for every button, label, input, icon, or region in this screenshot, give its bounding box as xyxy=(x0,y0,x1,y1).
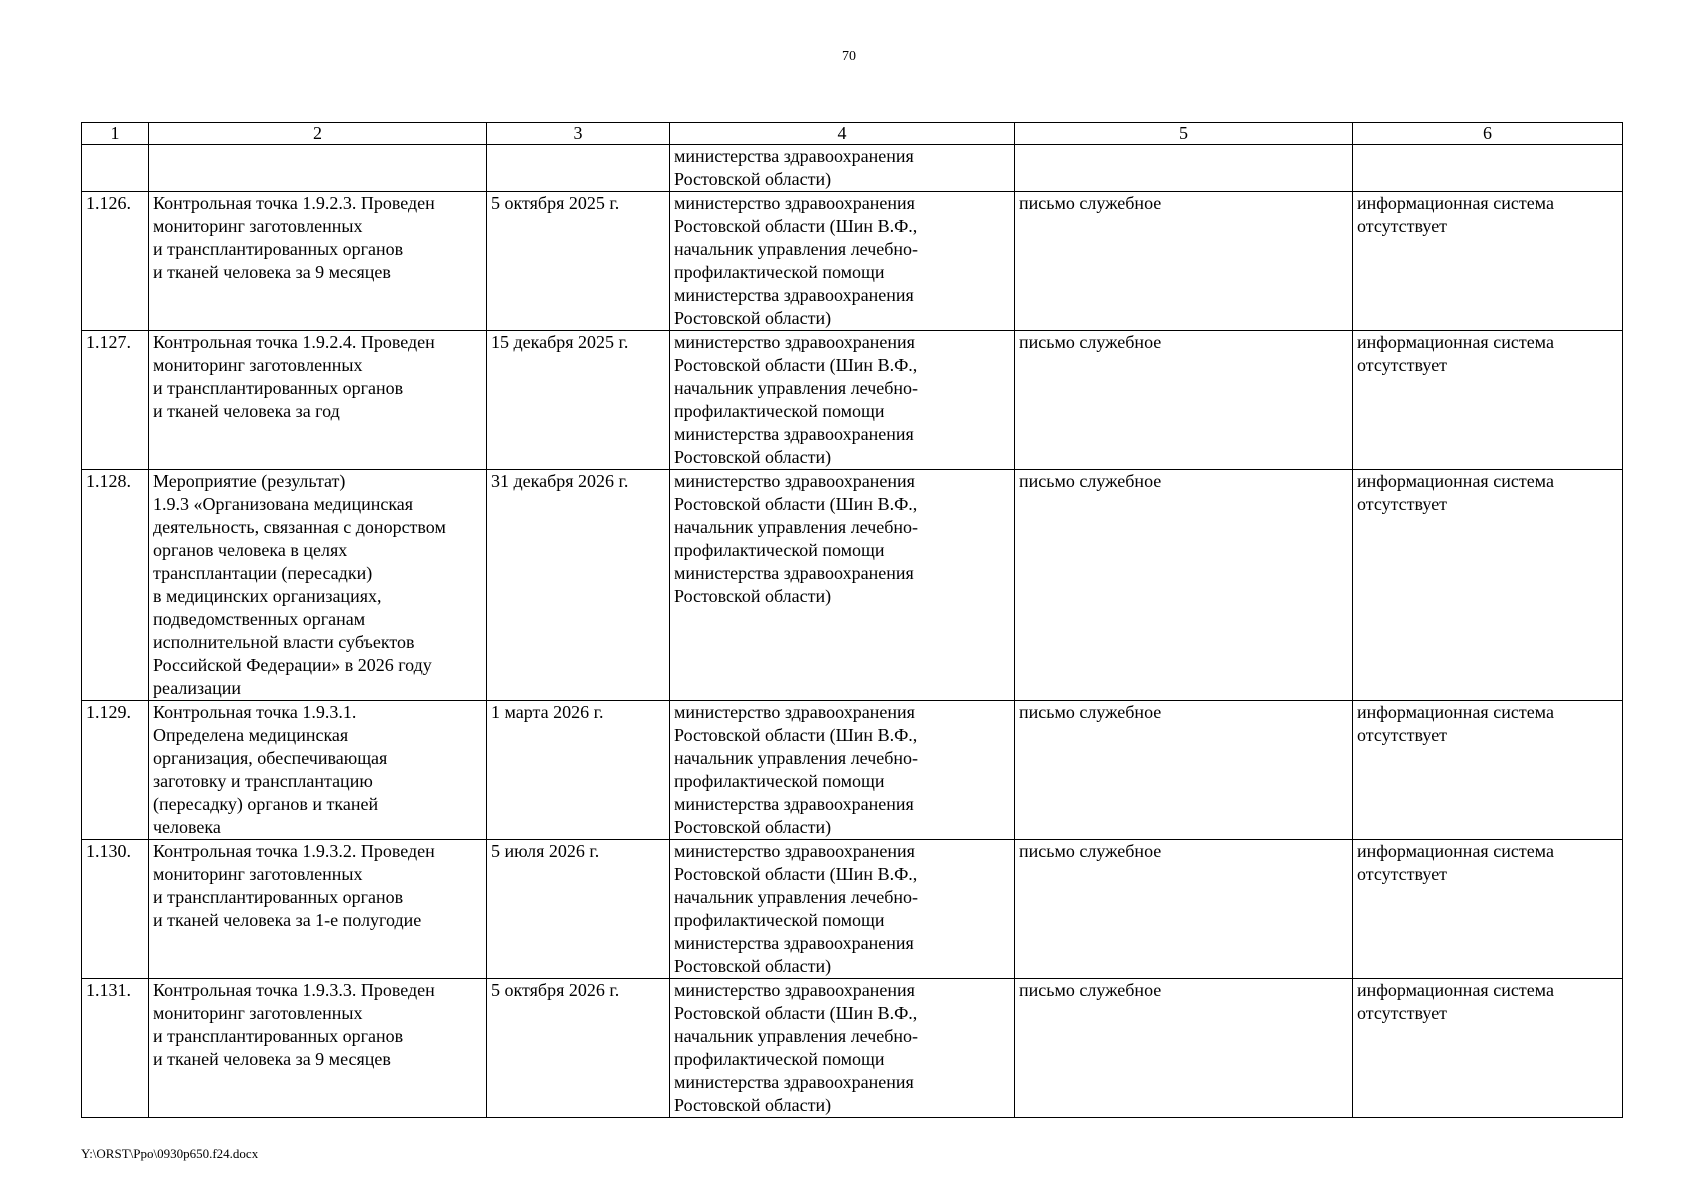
cell-line: организация, обеспечивающая xyxy=(153,748,388,768)
cell-line: Ростовской области (Шин В.Ф., xyxy=(674,216,918,236)
responsible-cell xyxy=(670,979,1015,1118)
row-number-cell: 1.126. xyxy=(82,192,149,331)
table-row xyxy=(82,979,1623,1118)
cell-line: мониторинг заготовленных xyxy=(153,1003,363,1023)
row-number-cell: 1.127. xyxy=(82,331,149,470)
cell-line: Ростовской области (Шин В.Ф., xyxy=(674,1003,918,1023)
cell-line: министерство здравоохранения xyxy=(674,332,915,352)
cell-line: человека xyxy=(153,817,221,837)
cell-line: Ростовской области (Шин В.Ф., xyxy=(674,494,918,514)
cell-line: Контрольная точка 1.9.3.2. Проведен xyxy=(153,841,435,861)
document-type-cell: письмо служебное xyxy=(1015,840,1353,979)
cell-line: органов человека в целях xyxy=(153,540,348,560)
cell-line: и тканей человека за год xyxy=(153,401,340,421)
activity-name-cell xyxy=(149,470,487,701)
cell-line: министерства здравоохранения xyxy=(674,146,914,166)
info-system-cell xyxy=(1353,470,1623,701)
cell-line: мониторинг заготовленных xyxy=(153,864,363,884)
cell-line: отсутствует xyxy=(1357,725,1448,745)
column-header: 5 xyxy=(1015,123,1353,145)
cell-line: подведомственных органам xyxy=(153,609,366,629)
cell-line: отсутствует xyxy=(1357,1003,1448,1023)
activity-name-cell xyxy=(149,192,487,331)
table-row xyxy=(82,145,1623,192)
cell-line: отсутствует xyxy=(1357,216,1448,236)
responsible-cell xyxy=(670,192,1015,331)
row-number-cell xyxy=(82,145,149,192)
cell-line: профилактической помощи xyxy=(674,540,885,560)
cell-line: и трансплантированных органов xyxy=(153,239,404,259)
cell-line: министерство здравоохранения xyxy=(674,980,915,1000)
cell-line: информационная система xyxy=(1357,980,1554,1000)
cell-line: Определена медицинская xyxy=(153,725,349,745)
cell-line: и тканей человека за 9 месяцев xyxy=(153,1049,391,1069)
due-date-cell: 5 июля 2026 г. xyxy=(487,840,670,979)
cell-line: отсутствует xyxy=(1357,355,1448,375)
cell-line: профилактической помощи xyxy=(674,401,885,421)
cell-line: министерства здравоохранения xyxy=(674,933,914,953)
info-system-cell xyxy=(1353,145,1623,192)
cell-line: Ростовской области) xyxy=(674,169,832,189)
cell-line: министерство здравоохранения xyxy=(674,702,915,722)
cell-line: начальник управления лечебно- xyxy=(674,378,919,398)
cell-line: Контрольная точка 1.9.3.3. Проведен xyxy=(153,980,435,1000)
plan-table xyxy=(81,122,1623,1118)
document-type-cell: письмо служебное xyxy=(1015,331,1353,470)
row-number-cell: 1.130. xyxy=(82,840,149,979)
cell-line: отсутствует xyxy=(1357,864,1448,884)
cell-line: информационная система xyxy=(1357,332,1554,352)
cell-line: в медицинских организациях, xyxy=(153,586,382,606)
due-date-cell: 15 декабря 2025 г. xyxy=(487,331,670,470)
cell-line: Ростовской области) xyxy=(674,447,832,467)
info-system-cell xyxy=(1353,192,1623,331)
cell-line: министерства здравоохранения xyxy=(674,794,914,814)
document-type-cell: письмо служебное xyxy=(1015,192,1353,331)
cell-line: и трансплантированных органов xyxy=(153,887,404,907)
cell-line: отсутствует xyxy=(1357,494,1448,514)
cell-line: профилактической помощи xyxy=(674,771,885,791)
file-path-footer: Y:\ORST\Ppo\0930p650.f24.docx xyxy=(81,1146,259,1161)
cell-line: профилактической помощи xyxy=(674,910,885,930)
cell-line: и трансплантированных органов xyxy=(153,378,404,398)
cell-line: информационная система xyxy=(1357,193,1554,213)
activity-name-cell xyxy=(149,840,487,979)
cell-line: трансплантации (пересадки) xyxy=(153,563,373,583)
cell-line: Ростовской области) xyxy=(674,1095,832,1115)
due-date-cell: 5 октября 2025 г. xyxy=(487,192,670,331)
cell-line: министерства здравоохранения xyxy=(674,1072,914,1092)
cell-line: Ростовской области) xyxy=(674,586,832,606)
cell-line: информационная система xyxy=(1357,841,1554,861)
cell-line: 1.9.3 «Организована медицинская xyxy=(153,494,414,514)
cell-line: министерства здравоохранения xyxy=(674,424,914,444)
cell-line: начальник управления лечебно- xyxy=(674,748,919,768)
activity-name-cell xyxy=(149,145,487,192)
responsible-cell xyxy=(670,701,1015,840)
row-number-cell: 1.131. xyxy=(82,979,149,1118)
cell-line: Контрольная точка 1.9.2.3. Проведен xyxy=(153,193,435,213)
column-header: 4 xyxy=(670,123,1015,145)
cell-line: Ростовской области (Шин В.Ф., xyxy=(674,864,918,884)
cell-line: Ростовской области (Шин В.Ф., xyxy=(674,355,918,375)
cell-line: и трансплантированных органов xyxy=(153,1026,404,1046)
cell-line: и тканей человека за 9 месяцев xyxy=(153,262,391,282)
document-type-cell: письмо служебное xyxy=(1015,470,1353,701)
due-date-cell: 1 марта 2026 г. xyxy=(487,701,670,840)
table-row xyxy=(82,192,1623,331)
responsible-cell xyxy=(670,470,1015,701)
activity-name-cell xyxy=(149,331,487,470)
column-header: 6 xyxy=(1353,123,1623,145)
cell-line: (пересадку) органов и тканей xyxy=(153,794,379,814)
cell-line: мониторинг заготовленных xyxy=(153,216,363,236)
header-row xyxy=(82,123,1623,145)
due-date-cell: 31 декабря 2026 г. xyxy=(487,470,670,701)
page-number: 70 xyxy=(842,49,856,64)
responsible-cell xyxy=(670,145,1015,192)
cell-line: начальник управления лечебно- xyxy=(674,239,919,259)
cell-line: профилактической помощи xyxy=(674,1049,885,1069)
cell-line: Контрольная точка 1.9.2.4. Проведен xyxy=(153,332,435,352)
cell-line: начальник управления лечебно- xyxy=(674,517,919,537)
column-header: 2 xyxy=(149,123,487,145)
row-number-cell: 1.129. xyxy=(82,701,149,840)
info-system-cell xyxy=(1353,331,1623,470)
cell-line: информационная система xyxy=(1357,702,1554,722)
table-row xyxy=(82,701,1623,840)
cell-line: исполнительной власти субъектов xyxy=(153,632,415,652)
document-type-cell: письмо служебное xyxy=(1015,701,1353,840)
column-header: 1 xyxy=(82,123,149,145)
cell-line: Мероприятие (результат) xyxy=(153,471,346,491)
table-body xyxy=(82,145,1623,1118)
cell-line: деятельность, связанная с донорством xyxy=(153,517,446,537)
column-header: 3 xyxy=(487,123,670,145)
cell-line: начальник управления лечебно- xyxy=(674,887,919,907)
table-row xyxy=(82,470,1623,701)
cell-line: Ростовской области) xyxy=(674,817,832,837)
cell-line: заготовку и трансплантацию xyxy=(153,771,373,791)
activity-name-cell xyxy=(149,701,487,840)
info-system-cell xyxy=(1353,701,1623,840)
document-type-cell: письмо служебное xyxy=(1015,979,1353,1118)
cell-line: реализации xyxy=(153,678,241,698)
cell-line: информационная система xyxy=(1357,471,1554,491)
cell-line: Российской Федерации» в 2026 году xyxy=(153,655,432,675)
cell-line: и тканей человека за 1-е полугодие xyxy=(153,910,422,930)
cell-line: министерства здравоохранения xyxy=(674,285,914,305)
table-row xyxy=(82,331,1623,470)
info-system-cell xyxy=(1353,840,1623,979)
cell-line: Контрольная точка 1.9.3.1. xyxy=(153,702,357,722)
due-date-cell xyxy=(487,145,670,192)
cell-line: министерство здравоохранения xyxy=(674,193,915,213)
due-date-cell: 5 октября 2026 г. xyxy=(487,979,670,1118)
info-system-cell xyxy=(1353,979,1623,1118)
cell-line: Ростовской области (Шин В.Ф., xyxy=(674,725,918,745)
document-type-cell xyxy=(1015,145,1353,192)
cell-line: министерство здравоохранения xyxy=(674,841,915,861)
cell-line: министерства здравоохранения xyxy=(674,563,914,583)
cell-line: Ростовской области) xyxy=(674,308,832,328)
cell-line: министерство здравоохранения xyxy=(674,471,915,491)
cell-line: начальник управления лечебно- xyxy=(674,1026,919,1046)
cell-line: мониторинг заготовленных xyxy=(153,355,363,375)
activity-name-cell xyxy=(149,979,487,1118)
responsible-cell xyxy=(670,840,1015,979)
cell-line: профилактической помощи xyxy=(674,262,885,282)
responsible-cell xyxy=(670,331,1015,470)
table-row xyxy=(82,840,1623,979)
cell-line: Ростовской области) xyxy=(674,956,832,976)
row-number-cell: 1.128. xyxy=(82,470,149,701)
